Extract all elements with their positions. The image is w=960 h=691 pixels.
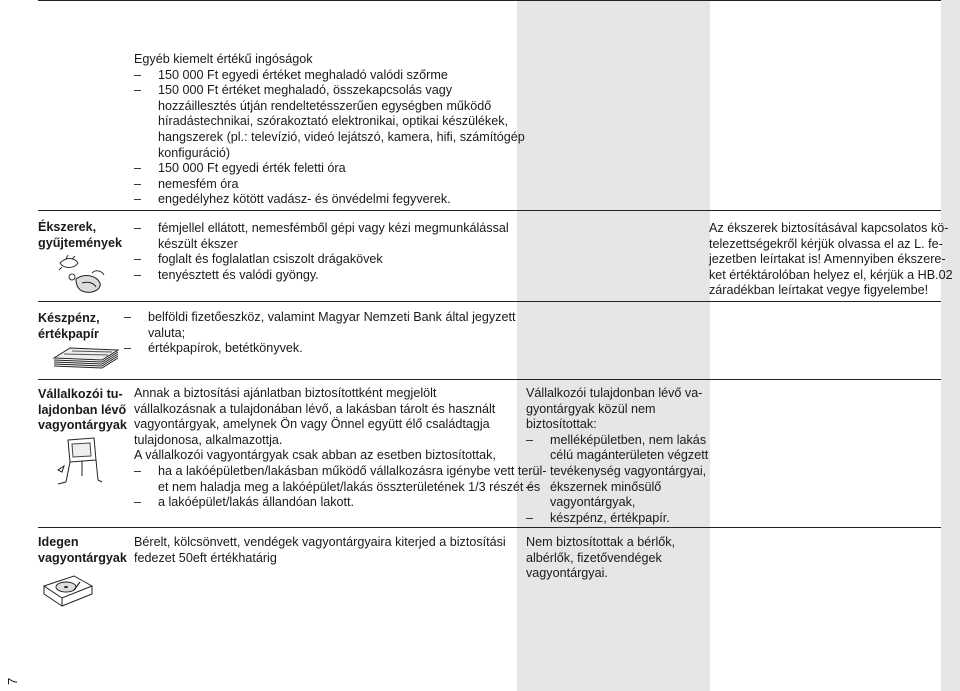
- right-edge-shading: [941, 0, 960, 691]
- jewelry-note: Az ékszerek biztosításával kapcsolatos kö- telezettségekről kérjük olvassa el az L. fe- jezetben leírtakat is! Amennyiben ékszere- ket értéktárolóban helyez el, kérjük a HB.02 záradékban leírtakat vegye figyelembe!: [709, 221, 953, 298]
- foreign-property-exclusions: Nem biztosítottak a bérlők, albérlők, fizetővendégek vagyontárgyai.: [526, 535, 676, 581]
- other-valuables-section: [134, 52, 525, 208]
- business-property-text: Annak a biztosítási ajánlatban biztosítottként megjelölt vállalkozásnak a tulajdonában lévő, a lakásban tárolt és használt vagyontárgyak, amelynek Ön vagy Önnel együtt élő családtagja tulajdonosa, alkalmazottja. A vállalkozói vagyontárgyak csak abban az esetben biztosítottak, – ha a lakóépületben/lakásban működő vállalkozásra igénybe vett terül- et nem haladja meg a lakóépület/lakás összterületének 1/3 részét és – a lakóépület/lakás állandóan lakott.: [134, 386, 547, 511]
- record-player-icon: [40, 572, 96, 614]
- exclusions-column-shading: [517, 0, 710, 691]
- list-item: – 150 000 Ft egyedi értéket meghaladó valódi szőrme: [134, 68, 525, 84]
- list-item: – ékszernek minősülő vagyontárgyak,: [526, 480, 708, 511]
- list-item: – nemesfém óra: [134, 177, 525, 193]
- list-item: – 150 000 Ft egyedi érték feletti óra: [134, 161, 525, 177]
- list-item: – fémjellel ellátott, nemesfémből gépi vagy kézi megmunkálással készült ékszer: [134, 221, 509, 252]
- list-item: – ha a lakóépületben/lakásban működő vállalkozásra igénybe vett terül- et nem haladja meg a lakóépület/lakás összterületének 1/3 részét és: [134, 464, 547, 495]
- row-divider: [38, 527, 941, 528]
- row-divider: [38, 379, 941, 380]
- list-item: – melléképületben, nem lakás célú magánterületen végzett tevékenység vagyontárgyai,: [526, 433, 708, 480]
- business-property-exclusions: Vállalkozói tulajdonban lévő va- gyontárgyak közül nem biztosítottak: – melléképületben, nem lakás célú magánterületen végzett tevékenység vagyontárgyai, – ékszernek minősülő vagyontárgyak, – készpénz, értékpapír.: [526, 386, 708, 526]
- row-divider: [38, 0, 941, 1]
- row-divider: [38, 210, 941, 211]
- jewelry-items: [134, 221, 509, 283]
- row-label-business-property: Vállalkozói tu- lajdonban lévő vagyontárgyak: [38, 387, 127, 433]
- list-item: – tenyésztett és valódi gyöngy.: [134, 268, 509, 284]
- equipment-icon: [54, 436, 104, 486]
- banknotes-icon: [52, 344, 122, 370]
- row-label-cash: Készpénz, értékpapír: [38, 311, 100, 341]
- row-label-jewelry: Ékszerek, gyűjtemények: [38, 220, 122, 250]
- list-item: – engedélyhez kötött vadász- és önvédelmi fegyverek.: [134, 192, 525, 208]
- page-number: 7: [5, 677, 20, 685]
- jewelry-icon: [52, 253, 110, 299]
- list-item: – 150 000 Ft értéket meghaladó, összekapcsolás vagy hozzáillesztés útján rendeltetésszerűen egységben működő híradástechnikai, szórakoztató elektronikai, optikai készülékek, hangszerek (pl.: televízió, videó lejátszó, kamera, hifi, számítógép konfiguráció): [134, 83, 525, 161]
- list-item: – értékpapírok, betétkönyvek.: [124, 341, 515, 357]
- cash-items: [124, 310, 515, 357]
- list-item: – foglalt és foglalatlan csiszolt drágakövek: [134, 252, 509, 268]
- list-item: – belföldi fizetőeszköz, valamint Magyar Nemzeti Bank által jegyzett valuta;: [124, 310, 515, 341]
- section-heading: Egyéb kiemelt értékű ingóságok: [134, 52, 313, 66]
- row-label-foreign-property: Idegen vagyontárgyak: [38, 535, 127, 565]
- list-item: – a lakóépület/lakás állandóan lakott.: [134, 495, 547, 511]
- row-divider: [38, 301, 941, 302]
- foreign-property-text: Bérelt, kölcsönvett, vendégek vagyontárgyaira kiterjed a biztosítási fedezet 50eft értékhatárig: [134, 535, 506, 565]
- list-item: – készpénz, értékpapír.: [526, 511, 708, 527]
